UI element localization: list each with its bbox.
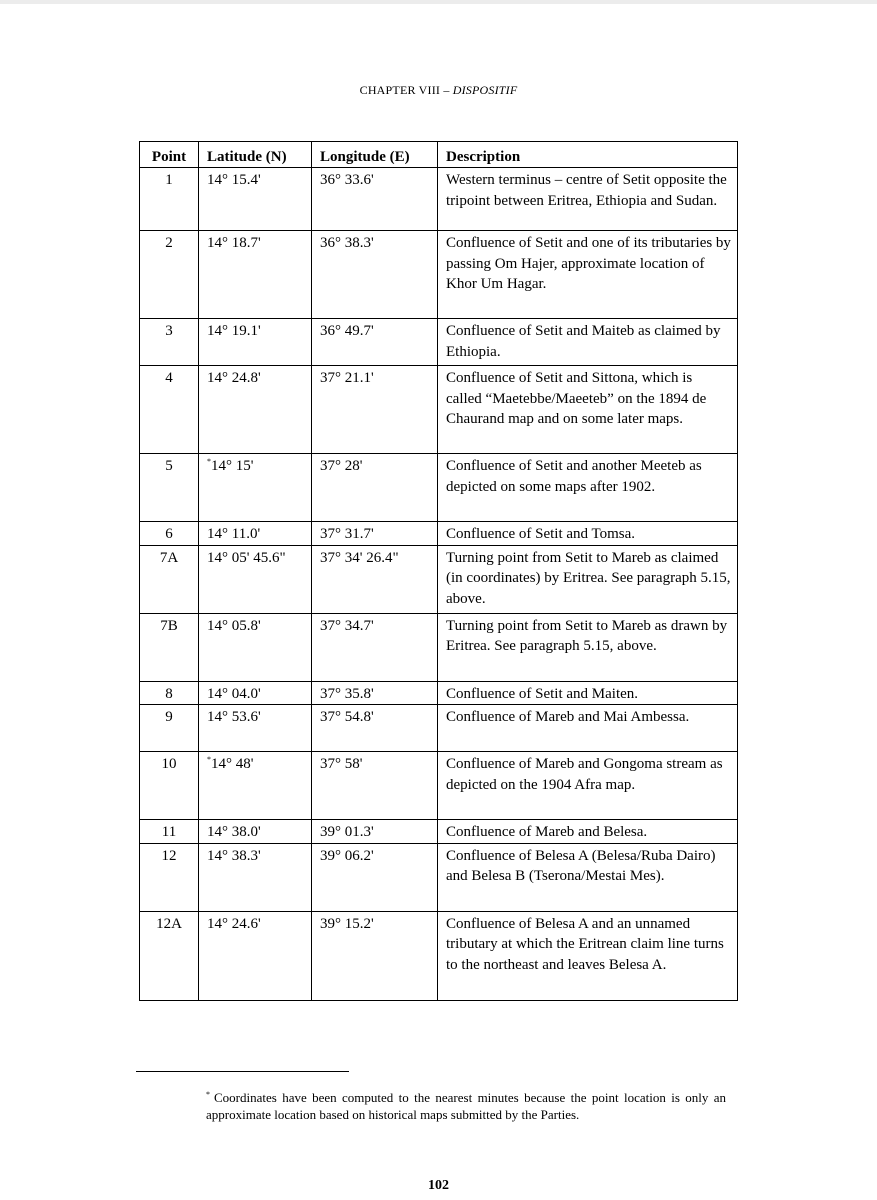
column-header-point: Point: [140, 142, 199, 168]
cell-point: 12: [140, 843, 199, 911]
cell-point: 12A: [140, 911, 199, 1000]
cell-longitude: 37° 31.7': [312, 522, 438, 546]
cell-description: Confluence of Setit and Sittona, which is called “Maetebbe/Maeeteb” on the 1894 de Chaurand map and on some later maps.: [438, 366, 738, 454]
latitude-value: 14° 53.6': [207, 709, 261, 725]
cell-longitude: 37° 28': [312, 454, 438, 522]
cell-latitude: [199, 681, 312, 705]
latitude-value: 14° 48': [211, 756, 254, 772]
cell-point: 10: [140, 752, 199, 820]
cell-point: 7B: [140, 613, 199, 681]
latitude-value: 14° 38.3': [207, 847, 261, 864]
table-row: [140, 843, 738, 911]
table-row: [140, 752, 738, 820]
table-row: [140, 168, 738, 231]
cell-latitude: [199, 231, 312, 319]
cell-point: 1: [140, 168, 199, 231]
cell-description: Confluence of Belesa A (Belesa/Ruba Dairo) and Belesa B (Tserona/Mestai Mes).: [438, 843, 738, 911]
cell-longitude: 39° 15.2': [312, 911, 438, 1000]
cell-latitude: [199, 752, 312, 820]
cell-longitude: 37° 34.7': [312, 613, 438, 681]
cell-longitude: 36° 33.6': [312, 168, 438, 231]
table-row: [140, 681, 738, 705]
footnote-reference-mark: *: [207, 457, 211, 466]
running-header-prefix: CHAPTER VIII –: [359, 83, 453, 97]
cell-longitude: 37° 34' 26.4": [312, 545, 438, 613]
cell-latitude: [199, 911, 312, 1000]
coordinates-table: [139, 141, 738, 1001]
cell-point: 5: [140, 454, 199, 522]
cell-point: 9: [140, 705, 199, 752]
column-header-latitude: Latitude (N): [199, 142, 312, 168]
running-header-emphasis: DISPOSITIF: [452, 83, 518, 97]
latitude-value: 14° 15': [211, 458, 254, 474]
cell-point: 7A: [140, 545, 199, 613]
cell-latitude: [199, 319, 312, 366]
cell-longitude: 37° 21.1': [312, 366, 438, 454]
cell-description: Turning point from Setit to Mareb as claimed (in coordinates) by Eritrea. See paragraph 5.15, above.: [438, 545, 738, 613]
latitude-value: 14° 05' 45.6": [207, 549, 286, 566]
cell-description: Confluence of Belesa A and an unnamed tributary at which the Eritrean claim line turns to the northeast and leaves Belesa A.: [438, 911, 738, 1000]
latitude-value: 14° 05.8': [207, 617, 261, 634]
cell-latitude: [199, 454, 312, 522]
column-header-longitude: Longitude (E): [312, 142, 438, 168]
cell-latitude: [199, 168, 312, 231]
column-header-description: Description: [438, 142, 738, 168]
table-row: [140, 231, 738, 319]
latitude-value: 14° 18.7': [207, 235, 261, 251]
footnote-text: Coordinates have been computed to the nearest minutes because the point location is only an approximate location based on historical maps submitted by the Parties.: [206, 1090, 726, 1122]
cell-latitude: [199, 705, 312, 752]
cell-description: Confluence of Mareb and Belesa.: [438, 820, 738, 844]
cell-description: Confluence of Mareb and Gongoma stream as depicted on the 1904 Afra map.: [438, 752, 738, 820]
cell-description: Confluence of Setit and another Meeteb as depicted on some maps after 1902.: [438, 454, 738, 522]
cell-point: 8: [140, 681, 199, 705]
latitude-value: 14° 24.6': [207, 915, 261, 932]
latitude-value: 14° 15.4': [207, 172, 261, 188]
latitude-value: 14° 24.8': [207, 370, 261, 386]
footnote: [206, 1089, 726, 1123]
cell-point: 4: [140, 366, 199, 454]
cell-point: 6: [140, 522, 199, 546]
cell-point: 3: [140, 319, 199, 366]
cell-description: Confluence of Setit and Maiteb as claimed by Ethiopia.: [438, 319, 738, 366]
table-row: [140, 454, 738, 522]
table-row: [140, 366, 738, 454]
table-row: [140, 319, 738, 366]
cell-longitude: 39° 01.3': [312, 820, 438, 844]
table-row: [140, 820, 738, 844]
cell-latitude: [199, 843, 312, 911]
cell-description: Confluence of Setit and Maiten.: [438, 681, 738, 705]
latitude-value: 14° 19.1': [207, 323, 261, 339]
cell-longitude: 39° 06.2': [312, 843, 438, 911]
cell-longitude: 37° 58': [312, 752, 438, 820]
cell-latitude: [199, 820, 312, 844]
table-header-row: [140, 142, 738, 168]
cell-latitude: [199, 522, 312, 546]
cell-longitude: 37° 35.8': [312, 681, 438, 705]
cell-longitude: 36° 49.7': [312, 319, 438, 366]
table-row: [140, 613, 738, 681]
footnote-separator: [136, 1071, 349, 1072]
cell-description: Confluence of Mareb and Mai Ambessa.: [438, 705, 738, 752]
page-number: 102: [428, 1178, 449, 1193]
latitude-value: 14° 04.0': [207, 685, 261, 702]
cell-point: 11: [140, 820, 199, 844]
cell-description: Turning point from Setit to Mareb as drawn by Eritrea. See paragraph 5.15, above.: [438, 613, 738, 681]
table-row: [140, 911, 738, 1000]
cell-longitude: 36° 38.3': [312, 231, 438, 319]
cell-latitude: [199, 613, 312, 681]
table-body: [140, 168, 738, 1001]
table-row: [140, 705, 738, 752]
latitude-value: 14° 11.0': [207, 526, 261, 542]
cell-longitude: 37° 54.8': [312, 705, 438, 752]
footnote-mark: *: [206, 1089, 210, 1099]
running-header: [0, 83, 877, 98]
cell-description: Western terminus – centre of Setit opposite the tripoint between Eritrea, Ethiopia and Sudan.: [438, 168, 738, 231]
table-row: [140, 545, 738, 613]
cell-latitude: [199, 366, 312, 454]
cell-description: Confluence of Setit and Tomsa.: [438, 522, 738, 546]
cell-latitude: [199, 545, 312, 613]
cell-description: Confluence of Setit and one of its tributaries by passing Om Hajer, approximate location of Khor Um Hagar.: [438, 231, 738, 319]
table-row: [140, 522, 738, 546]
cell-point: 2: [140, 231, 199, 319]
page-top-strip: [0, 0, 877, 4]
footnote-reference-mark: *: [207, 755, 211, 764]
latitude-value: 14° 38.0': [207, 824, 261, 840]
